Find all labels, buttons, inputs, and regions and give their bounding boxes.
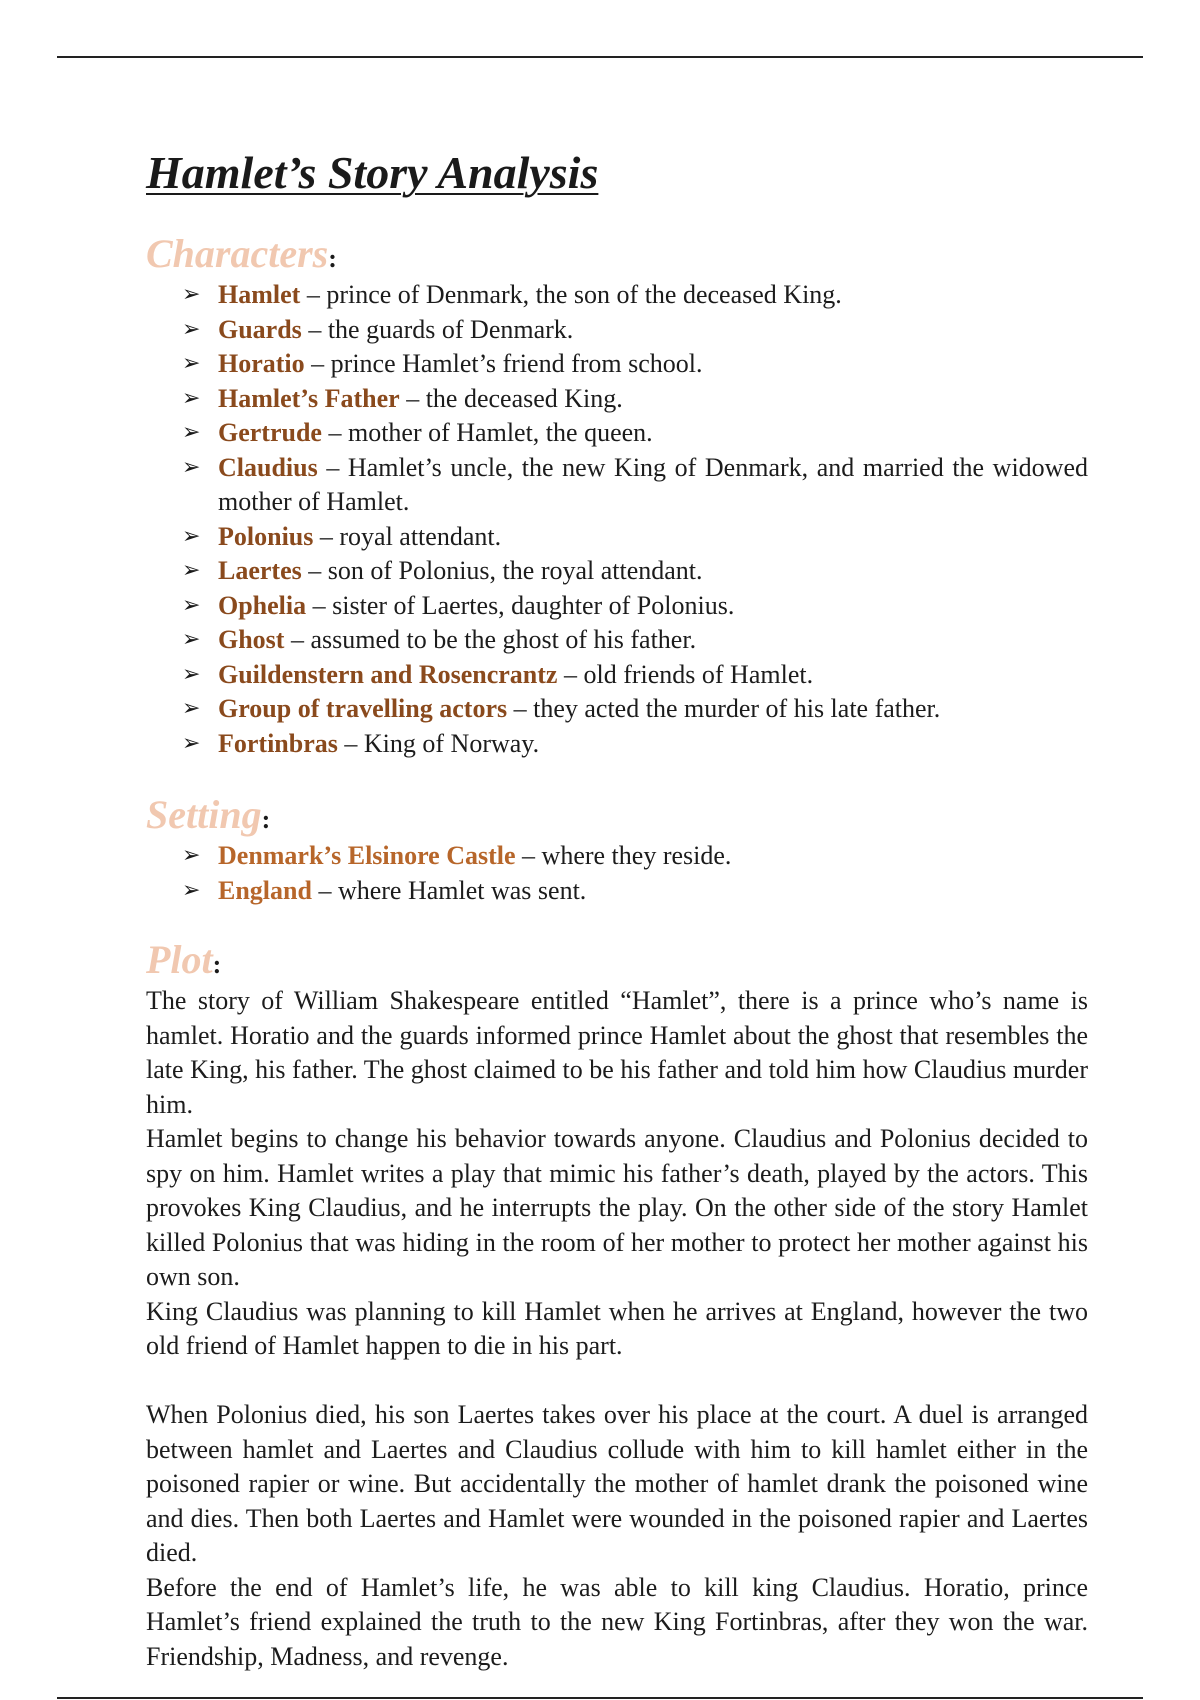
arrow-bullet-icon: ➢ (182, 558, 201, 583)
character-name: Laertes (218, 556, 302, 585)
character-description: – prince Hamlet’s friend from school. (304, 349, 703, 378)
top-rule (57, 56, 1143, 58)
setting-list (146, 839, 1088, 908)
character-description: – son of Polonius, the royal attendant. (301, 556, 703, 585)
character-description: – royal attendant. (313, 521, 502, 551)
arrow-bullet-icon: ➢ (182, 523, 201, 549)
arrow-bullet-icon: ➢ (182, 385, 201, 411)
setting-heading (146, 791, 1088, 839)
document-title: Hamlet’s Story Analysis (146, 147, 599, 198)
arrow-bullet-icon: ➢ (182, 282, 201, 307)
plot-paragraph: Before the end of Hamlet’s life, he was able to kill king Claudius. Horatio, prince Hamlet’s friend explained the truth to the new King Fortinbras, after they won the war. Friendship, Madness, and revenge. (146, 1572, 1088, 1671)
characters-list (146, 278, 1088, 761)
setting-description: – where they reside. (515, 841, 732, 870)
list-item (182, 520, 1088, 555)
list-item (182, 554, 1088, 589)
plot-paragraph: King Claudius was planning to kill Hamlet when he arrives at England, however the two old friend of Hamlet happen to die in his part. (146, 1296, 1088, 1360)
character-description: – the deceased King. (399, 383, 623, 413)
list-item (182, 874, 1088, 909)
arrow-bullet-icon: ➢ (182, 696, 201, 721)
character-description: – assumed to be the ghost of his father. (284, 625, 697, 654)
setting-heading-label: Setting (146, 792, 262, 837)
character-name: Hamlet (218, 280, 301, 309)
character-name: Ghost (218, 625, 285, 654)
plot-paragraph: Hamlet begins to change his behavior towards anyone. Claudius and Polonius decided to spy on him. Hamlet writes a play that mimic his father’s death, played by the actors. This provokes King Claudius, and he interrupts the play. On the other side of the story Hamlet killed Polonius that was hiding in the room of her mother to protect her mother against his own son. (146, 1124, 1088, 1291)
character-description: – King of Norway. (337, 728, 540, 758)
character-name: Claudius (218, 452, 318, 482)
setting-place: Denmark’s Elsinore Castle (218, 841, 516, 870)
arrow-bullet-icon: ➢ (182, 592, 201, 618)
plot-text (146, 984, 1088, 1674)
arrow-bullet-icon: ➢ (182, 316, 201, 342)
arrow-bullet-icon: ➢ (182, 843, 201, 868)
list-item (182, 658, 1088, 693)
character-description: – the guards of Denmark. (301, 314, 574, 344)
characters-heading-colon: : (328, 244, 337, 273)
arrow-bullet-icon: ➢ (182, 877, 201, 903)
arrow-bullet-icon: ➢ (182, 627, 201, 652)
arrow-bullet-icon: ➢ (182, 420, 201, 445)
list-item (182, 451, 1088, 520)
plot-heading (146, 936, 1088, 984)
arrow-bullet-icon: ➢ (182, 351, 201, 376)
bottom-rule (57, 1697, 1143, 1699)
character-name: Guildenstern and Rosencrantz (218, 659, 558, 689)
character-name: Polonius (218, 521, 314, 551)
character-description: – prince of Denmark, the son of the deceased King. (300, 280, 842, 309)
characters-heading (146, 230, 1088, 278)
plot-heading-colon: : (212, 950, 222, 979)
list-item (182, 382, 1088, 417)
setting-description: – where Hamlet was sent. (311, 875, 587, 905)
character-name: Fortinbras (218, 728, 338, 758)
character-name: Horatio (218, 349, 305, 378)
character-description: – sister of Laertes, daughter of Polonius. (306, 590, 735, 620)
setting-place: England (218, 875, 312, 905)
list-item (182, 278, 1088, 313)
character-description: – Hamlet’s uncle, the new King of Denmark, and married the widowed mother of Hamlet. (218, 452, 1088, 516)
character-name: Hamlet’s Father (218, 383, 400, 413)
list-item (182, 839, 1088, 874)
list-item (182, 589, 1088, 624)
list-item (182, 692, 1088, 727)
setting-heading-colon: : (261, 805, 271, 834)
arrow-bullet-icon: ➢ (182, 661, 201, 687)
list-item (182, 727, 1088, 762)
character-name: Gertrude (218, 418, 322, 447)
character-description: – old friends of Hamlet. (557, 659, 814, 689)
list-item (182, 313, 1088, 348)
arrow-bullet-icon: ➢ (182, 454, 201, 480)
plot-paragraph: The story of William Shakespeare entitled “Hamlet”, there is a prince who’s name is hamlet. Horatio and the guards informed prince Hamlet about the ghost that resembles the late King, his father. The ghost claimed to be his father and told him how Claudius murder him. (146, 986, 1088, 1119)
characters-heading-label: Characters (146, 231, 329, 276)
character-name: Guards (218, 314, 302, 344)
plot-heading-label: Plot (146, 937, 213, 982)
character-name: Group of travelling actors (218, 694, 508, 723)
character-name: Ophelia (218, 590, 307, 620)
document-body (146, 140, 1088, 1674)
arrow-bullet-icon: ➢ (182, 730, 201, 756)
list-item (182, 416, 1088, 451)
list-item (182, 623, 1088, 658)
character-description: – mother of Hamlet, the queen. (321, 418, 653, 447)
list-item (182, 347, 1088, 382)
character-description: – they acted the murder of his late father. (507, 694, 941, 723)
plot-paragraph: When Polonius died, his son Laertes takes over his place at the court. A duel is arranged between hamlet and Laertes and Claudius collude with him to kill hamlet either in the poisoned rapier or wine. But accidentally the mother of hamlet drank the poisoned wine and dies. Then both Laertes and Hamlet were wounded in the poisoned rapier and Laertes died. (146, 1400, 1088, 1567)
